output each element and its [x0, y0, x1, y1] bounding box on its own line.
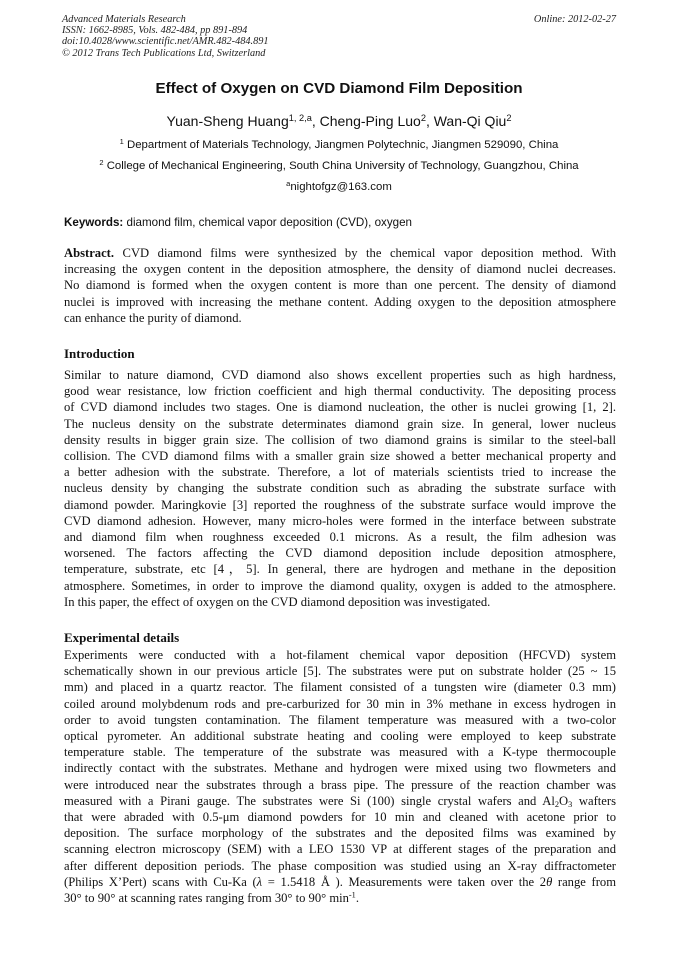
affiliation-marker: 2 — [99, 157, 104, 167]
intro-line: good wear resistance, low friction coefficient and high thermal conductivity. The depositing process — [64, 384, 616, 399]
subscript: 2 — [554, 799, 560, 809]
experimental-line: deposition. The surface morphology of the substrates and the deposited films was examined by — [64, 826, 616, 841]
abstract-line: Abstract. CVD diamond films were synthesized by the chemical vapor deposition method. With — [64, 246, 616, 260]
intro-line: Similar to nature diamond, CVD diamond also shows excellent properties such as high hardness, — [64, 368, 616, 382]
theta-symbol: θ — [546, 874, 553, 889]
issn-line: ISSN: 1662-8985, Vols. 482-484, pp 891-894 — [62, 25, 248, 37]
affiliation-marker: 1 — [119, 136, 124, 146]
intro-line: CVD diamond adhesion. However, many micro-holes were formed in the interface between substrate — [64, 513, 616, 528]
experimental-line: were introduced near the substrates through a brass pipe. The pressure of the reaction chamber was — [64, 777, 616, 792]
lambda-symbol: λ — [256, 874, 263, 889]
journal-header — [62, 14, 616, 59]
experimental-line: temperature stable. The temperature of the substrate was measured with a K-type thermocouple — [64, 745, 616, 760]
intro-line: collision. The CVD diamond films with a smaller grain size showed a better mechanical property and — [64, 449, 616, 464]
experimental-line: measured with a Pirani gauge. The substrates were Si (100) single crystal wafers and $Al_2O_3$ wafters — [64, 793, 616, 809]
experimental-line: indirectly contact with the substrates. Methane and hydrogen were mixed using two flowmeters and — [64, 761, 616, 776]
affiliation-1 — [0, 136, 678, 151]
abstract — [64, 245, 616, 326]
intro-line: of CVD diamond includes two stages. One is diamond nucleation, the other is nuclei growing [1, 2]. — [64, 400, 616, 415]
section-heading-experimental: Experimental details — [64, 630, 180, 645]
experimental-body — [64, 647, 616, 906]
intro-line: In this paper, the effect of oxygen on the CVD diamond deposition was investigated. — [64, 594, 491, 609]
author-affiliation-marker: 1, 2,a — [288, 112, 312, 123]
intro-line: nucleus density by changing the substrate condition such as abrading the substrate surface with — [64, 481, 616, 496]
author-list — [0, 113, 678, 129]
intro-line: worsened. The factors affecting the CVD diamond deposition include deposition atmosphere, — [64, 546, 616, 561]
author-name: Wan-Qi Qiu — [433, 113, 507, 129]
intro-line: density results in bigger grain size. The collision of two diamond grains is similar to the steel-ball — [64, 432, 616, 447]
abstract-line: can enhance the purity of diamond. — [64, 310, 242, 325]
affiliation-text: College of Mechanical Engineering, South China University of Technology, Guangzhou, China — [106, 160, 579, 172]
email-text: nightofgz@163.com — [290, 181, 392, 193]
experimental-line: Experiments were conducted with a hot-filament chemical vapor deposition (HFCVD) system — [64, 648, 616, 662]
abstract-line: No diamond is formed when the oxygen content is more than one percent. The density of diamond — [64, 278, 616, 293]
author-name: Cheng-Ping Luo — [319, 113, 421, 129]
experimental-line: (Philips X’Pert) scans with Cu-Ka (λ = 1.5418 Å ). Measurements were taken over the 2θ range from — [64, 874, 616, 889]
subscript: 3 — [568, 799, 573, 809]
paper-title: Effect of Oxygen on CVD Diamond Film Deposition — [155, 80, 523, 97]
author-affiliation-marker: 2 — [506, 112, 512, 123]
experimental-line: scanning electron microscopy (SEM) with a LEO 1530 VP at different stages of the preparation and — [64, 842, 616, 857]
affiliation-text: Department of Materials Technology, Jiangmen Polytechnic, Jiangmen 529090, China — [126, 139, 559, 151]
superscript: -1 — [348, 890, 356, 900]
keywords-text: diamond film, chemical vapor deposition (CVD), oxygen — [126, 216, 412, 229]
intro-line: temperature, substrate, etc [4，5]. In general, there are hydrogen and methane in the deposition — [64, 562, 616, 577]
online-date: Online: 2012-02-27 — [533, 14, 616, 25]
abstract-line: increasing the oxygen content in the deposition atmosphere, the density of diamond nuclei decreases. — [64, 262, 616, 277]
abstract-label: Abstract. — [64, 246, 115, 260]
keywords — [64, 216, 616, 229]
experimental-line: coiled around molybdenum rods and pre-carburized for 30 min in 3% methane in excess hydrogen in — [64, 696, 616, 711]
intro-line: diamond powder. Maringkovie [3] reported the roughness of the substrate surface would improve the — [64, 497, 616, 512]
author-name: Yuan-Sheng Huang — [166, 113, 289, 129]
experimental-line: schematically shown in our previous article [5]. The substrates were put on substrate holder (25 ~ 15 — [64, 664, 616, 679]
affiliation-2 — [0, 157, 678, 172]
experimental-line: mm) and placed in a quartz reactor. The filament consisted of a tungsten wire (diameter 0.3 mm) — [64, 680, 616, 695]
intro-line: atmosphere. Sometimes, in order to improve the diamond quality, oxygen is added to the atmosphere. — [64, 578, 616, 593]
abstract-line: nuclei is improved with increasing the methane content. Adding oxygen to the deposition atmosphere — [64, 294, 616, 309]
keywords-label: Keywords: — [64, 216, 124, 229]
copyright-line: © 2012 Trans Tech Publications Ltd, Switzerland — [62, 47, 266, 59]
journal-name: Advanced Materials Research — [62, 14, 186, 25]
doi-line: doi:10.4028/www.scientific.net/AMR.482-484.891 — [62, 36, 269, 48]
experimental-line: optical pyrometer. An additional substrate heating and cooling were employed to keep substrate — [64, 729, 616, 744]
section-heading-introduction: Introduction — [64, 346, 135, 361]
experimental-line: after different deposition periods. The phase composition was studied using an X-ray diffractometer — [64, 858, 616, 873]
intro-line: a better adhesion with the substrate. Therefore, a lot of materials scientists tried to increase the — [64, 465, 616, 480]
author-affiliation-marker: 2 — [420, 112, 426, 123]
experimental-line: order to avoid tungsten contamination. The filament temperature was measured with a two-color — [64, 712, 616, 727]
author-separator: , — [311, 113, 320, 129]
introduction-body — [64, 367, 616, 610]
email-marker: a — [286, 178, 291, 188]
author-email — [0, 178, 678, 193]
experimental-line: that were abraded with 0.5-μm diamond powders for 10 min and cleaned with acetone prior to — [64, 810, 616, 825]
experimental-line: 30° to 90° at scanning rates ranging from 30° to 90° $\min^{-1}$. — [64, 890, 359, 906]
author-separator: , — [425, 113, 434, 129]
intro-line: The nucleus density on the substrate determinates diamond grain size. In general, lower nucleus — [64, 416, 616, 431]
intro-line: and diamond film when roughness exceeded 0.1 microns. As a result, the film adhesion was — [64, 530, 616, 545]
